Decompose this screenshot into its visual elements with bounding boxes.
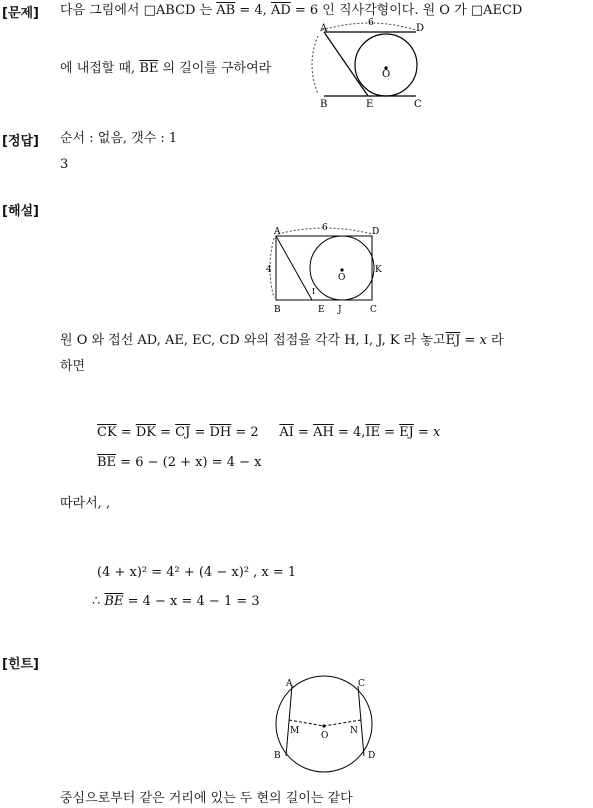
label-b: B [274, 751, 281, 761]
equation-be [97, 455, 261, 470]
segment-be: $\overline{BE}$ [139, 61, 159, 76]
problem-text: = 6 인 직사각형이다. 원 O 가 □AECD [290, 3, 523, 18]
segment-ae [276, 236, 312, 300]
solution-text: = [460, 333, 480, 348]
label-d: D [416, 23, 425, 34]
label-four: 4 [266, 265, 272, 275]
label-a: A [320, 23, 328, 34]
label-m: M [290, 726, 300, 736]
inscribed-circle [355, 34, 417, 96]
segment-be: $\overline{BE}$ [104, 594, 124, 609]
center-point [340, 268, 343, 271]
equation-tangents: $\overline{CK} = \overline{DK} = \overline{CJ} = \overline{DH} = 2$ $\overline{AI} = \overline{AH} = 4,\overline{IE} = \overline{EJ} = x$ [97, 425, 441, 440]
therefore-symbol: ∴ [92, 594, 105, 609]
segment-ab: $\overline{AB}$ [216, 3, 236, 18]
solution-text: 원 O 와 접선 AD, AE, EC, CD 와의 접점을 각각 H, I, J, K 라 놓고 [60, 333, 446, 348]
hint-figure [272, 672, 384, 778]
variable-x: x [479, 333, 487, 348]
problem-tag: [문제] [2, 6, 39, 21]
solution-line-2: 하면 [60, 359, 86, 374]
label-b: B [274, 305, 281, 315]
problem-text: = 4, [235, 3, 271, 18]
segment-be: $\overline{BE}$ [97, 455, 117, 470]
solution-line-1 [60, 332, 504, 350]
equation-text: = 6 − (2 + x) = 4 − x [116, 455, 262, 470]
segment-ej: $\overline{EJ}$ [399, 425, 414, 440]
segment-ie: $\overline{IE}$ [365, 425, 380, 440]
segment-ck: $\overline{CK}$ [97, 425, 117, 440]
answer-value: 3 [60, 157, 69, 172]
label-k: K [375, 265, 382, 275]
label-o: O [382, 69, 391, 80]
label-a: A [286, 679, 293, 689]
equation-text: = 2 [231, 425, 259, 440]
label-j: J [338, 305, 342, 315]
equation-pythagoras: (4 + x)² = 4² + (4 − x)² , x = 1 [97, 565, 297, 580]
segment-cj: $\overline{CJ}$ [175, 425, 191, 440]
label-e: E [366, 99, 374, 110]
label-c: C [414, 99, 422, 110]
center-point [322, 724, 325, 727]
segment-ad: $\overline{AD}$ [270, 3, 291, 18]
rectangle-abcd [276, 236, 372, 300]
hint-text: 중심으로부터 같은 거리에 있는 두 현의 길이는 같다 [60, 791, 353, 806]
problem-text: 다음 그림에서 □ABCD 는 [60, 3, 217, 18]
segment-dk: $\overline{DK}$ [135, 425, 156, 440]
label-c: C [358, 679, 365, 689]
label-six: 6 [368, 18, 374, 28]
label-d: D [372, 227, 380, 237]
label-i: I [312, 287, 316, 296]
segment-dh: $\overline{DH}$ [209, 425, 232, 440]
inscribed-circle [310, 236, 374, 300]
chord-ab [286, 686, 292, 756]
segment-ej: $\overline{EJ}$ [445, 333, 461, 348]
segment-ai: $\overline{AI}$ [279, 425, 294, 440]
label-b: B [320, 99, 328, 110]
answer-tag: [정답] [2, 134, 39, 149]
label-a: A [274, 227, 281, 237]
answer-line: 순서 : 없음, 갯수 : 1 [60, 131, 178, 146]
problem-text: 에 내접할 때, [60, 61, 140, 76]
equation-text: = 4, [333, 425, 366, 440]
label-n: N [350, 726, 358, 736]
solution-line-3: 따라서, , [60, 496, 111, 511]
problem-line-2 [60, 60, 271, 78]
equation-text: = 4 − x = 4 − 1 = 3 [123, 594, 260, 609]
label-d: D [368, 751, 376, 761]
variable-x: x [433, 425, 441, 440]
solution-text: 라 [486, 333, 504, 348]
circle [276, 676, 372, 772]
segment-ae [324, 32, 368, 96]
hint-tag: [힌트] [2, 657, 39, 672]
problem-figure [310, 14, 435, 110]
label-o: O [321, 731, 329, 741]
segment-ah: $\overline{AH}$ [313, 425, 334, 440]
solution-figure [262, 222, 392, 316]
label-o: O [338, 273, 346, 283]
problem-text: 의 길이를 구하여라 [158, 61, 272, 76]
label-six: 6 [322, 223, 328, 233]
dimension-arc [312, 36, 318, 94]
problem-line-1 [60, 2, 522, 20]
solution-tag: [해설] [2, 204, 39, 219]
label-e: E [318, 305, 325, 315]
label-c: C [370, 305, 377, 315]
equation-result [92, 594, 260, 609]
